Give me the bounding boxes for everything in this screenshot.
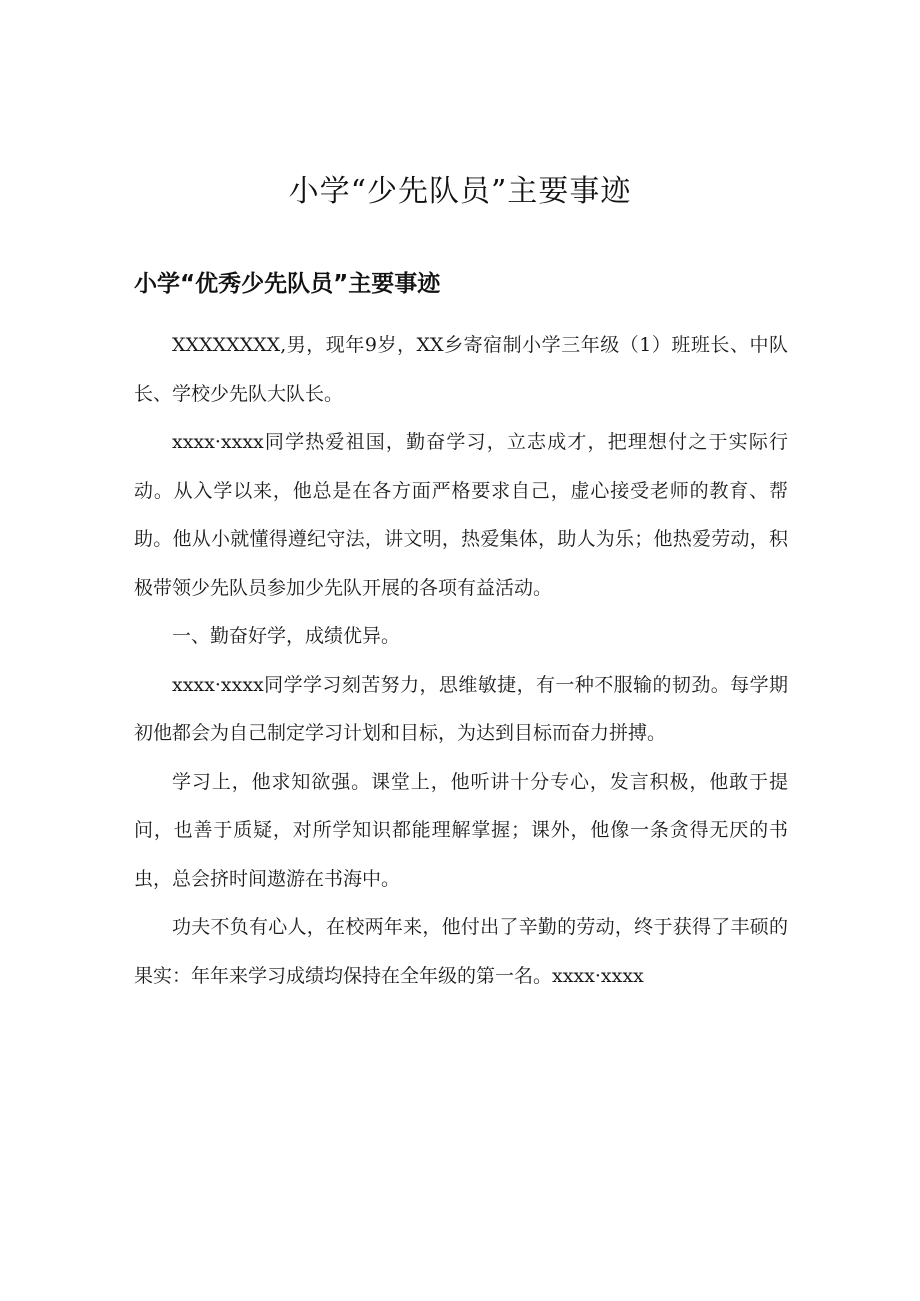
- paragraph-study-effort: xxxx·xxxx同学学习刻苦努力，思维敏捷，有一种不服输的韧劲。每学期初他都会为自己制定学习计划和目标，为达到目标而奋力拼搏。: [134, 673, 788, 744]
- document-title: 小学“少先队员”主要事迹: [288, 174, 632, 209]
- paragraph-overview: xxxx·xxxx同学热爱祖国，勤奋学习，立志成才，把理想付之于实际行动。从入学以来，他总是在各方面严格要求自己，虚心接受老师的教育、帮助。他从小就懂得遵纪守法，讲文明，热爱集体，助人为乐；他热爱劳动，积极带领少先队员参加少先队开展的各项有益活动。: [134, 431, 788, 599]
- document-body: [134, 321, 788, 1000]
- section-heading: 小学“优秀少先队员”主要事迹: [134, 271, 441, 297]
- paragraph-achievement: 功夫不负有心人，在校两年来，他付出了辛勤的劳动，终于获得了丰硕的果实：年年来学习成绩均保持在全年级的第一名。xxxx·xxxx: [134, 916, 788, 987]
- paragraph-intro: XXXXXXXX,男，现年9岁，XX乡寄宿制小学三年级（1）班班长、中队长、学校少先队大队长。: [134, 334, 788, 405]
- paragraph-study-attitude: 学习上，他求知欲强。课堂上，他听讲十分专心，发言积极，他敢于提问，也善于质疑，对所学知识都能理解掌握；课外，他像一条贪得无厌的书虫，总会挤时间遨游在书海中。: [134, 770, 788, 890]
- paragraph-subheading: 一、勤奋好学，成绩优异。: [172, 625, 401, 647]
